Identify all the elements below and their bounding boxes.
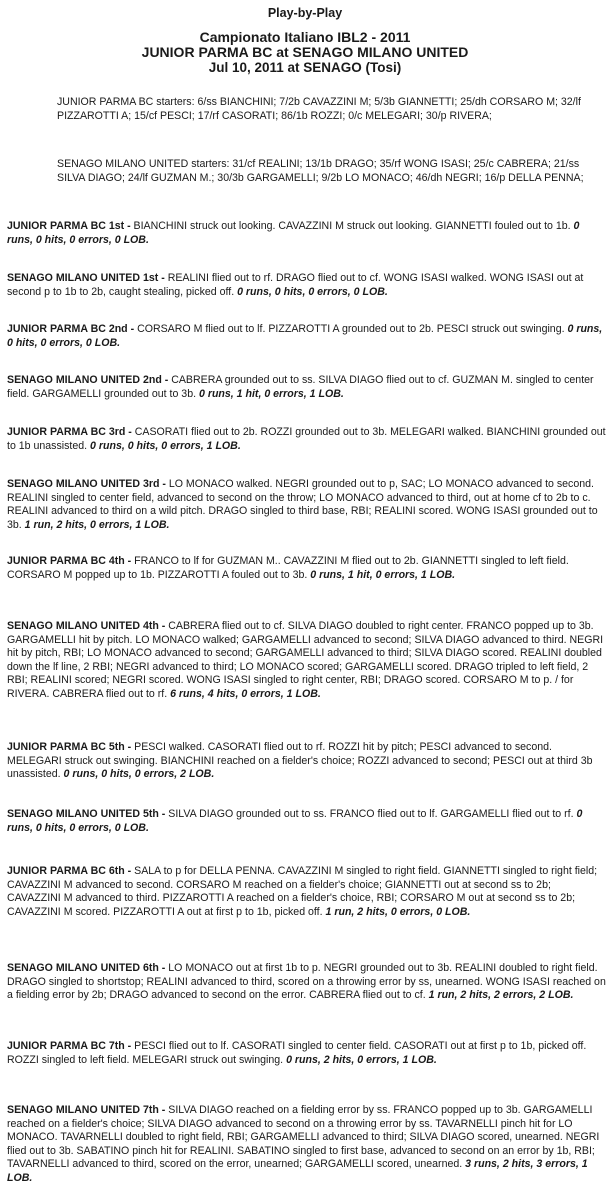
document-title: Play-by-Play bbox=[267, 6, 343, 20]
inning-label: SENAGO MILANO UNITED 1st - bbox=[7, 272, 168, 284]
inning-plays: CABRERA flied out to cf. SILVA DIAGO doubled to right center. FRANCO popped up to 3b. GARGAMELLI hit by pitch. LO MONACO walked; GARGAMELLI advanced to second; SILVA DIAGO advanced to third. NEGRI hit by pitch, RBI; LO MONACO advanced to second; GARGAMELLI advanced to third; SILVA DIAGO scored. REALINI doubled down the lf line, 2 RBI; NEGRI advanced to third; LO MONACO scored; GARGAMELLI scored. DRAGO tripled to left field, 2 RBI; REALINI scored; NEGRI scored. WONG ISASI singled to right center, RBI; DRAGO scored. CORSARO M to p. / for RIVERA. CABRERA flied out to rf. bbox=[7, 620, 604, 700]
inning-summary: 0 runs, 1 hit, 0 errors, 1 LOB. bbox=[198, 387, 344, 400]
date-venue: Jul 10, 2011 at SENAGO (Tosi) bbox=[208, 60, 402, 75]
league-title: Campionato Italiano IBL2 - 2011 bbox=[199, 29, 411, 45]
inning-plays: LO MONACO out at first 1b to p. NEGRI grounded out to 3b. REALINI doubled to right field. DRAGO singled to shortstop; REALINI advanced to third, scored on a throwing error by ss, unearned. WONG ISASI reached on a fielding error by 2b; DRAGO advanced to second on the error. CABRERA flied out to cf. bbox=[7, 962, 606, 1002]
inning-summary: 0 runs, 2 hits, 0 errors, 1 LOB. bbox=[286, 1053, 437, 1066]
inning-summary: 0 runs, 0 hits, 0 errors, 1 LOB. bbox=[90, 439, 241, 452]
inning-label: JUNIOR PARMA BC 4th - bbox=[7, 555, 135, 567]
inning-label: JUNIOR PARMA BC 6th - bbox=[7, 865, 135, 877]
inning-summary: 1 run, 2 hits, 0 errors, 1 LOB. bbox=[24, 518, 170, 531]
inning-home-5th bbox=[7, 808, 607, 835]
inning-summary: 0 runs, 1 hit, 0 errors, 1 LOB. bbox=[310, 568, 456, 581]
inning-summary: 0 runs, 0 hits, 0 errors, 0 LOB. bbox=[7, 323, 603, 349]
inning-home-4th bbox=[7, 620, 607, 702]
matchup-title: JUNIOR PARMA BC at SENAGO MILANO UNITED bbox=[141, 44, 469, 60]
inning-away-5th bbox=[7, 741, 607, 782]
inning-label: SENAGO MILANO UNITED 3rd - bbox=[7, 478, 169, 490]
inning-label: JUNIOR PARMA BC 7th - bbox=[7, 1040, 135, 1052]
inning-plays: CASORATI flied out to 2b. ROZZI grounded out to 3b. MELEGARI walked. BIANCHINI grounded out to 1b unassisted. bbox=[7, 426, 606, 452]
inning-plays: PESCI flied out to lf. CASORATI singled to center field. CASORATI out at first p to 1b, picked off. ROZZI singled to left field. MELEGARI struck out swinging. bbox=[7, 1040, 587, 1066]
inning-label: SENAGO MILANO UNITED 5th - bbox=[7, 808, 169, 820]
inning-plays: BIANCHINI struck out looking. CAVAZZINI M struck out looking. GIANNETTI fouled out to 1b. bbox=[133, 220, 574, 232]
inning-home-6th bbox=[7, 962, 607, 1003]
inning-summary: 1 run, 2 hits, 0 errors, 0 LOB. bbox=[325, 905, 471, 918]
inning-label: JUNIOR PARMA BC 5th - bbox=[7, 741, 135, 753]
inning-plays: SILVA DIAGO grounded out to ss. FRANCO flied out to lf. GARGAMELLI flied out to rf. bbox=[168, 808, 577, 820]
inning-summary: 0 runs, 0 hits, 0 errors, 0 LOB. bbox=[7, 808, 583, 834]
inning-away-7th bbox=[7, 1040, 607, 1067]
inning-away-1st bbox=[7, 220, 607, 247]
inning-summary: 1 run, 2 hits, 2 errors, 2 LOB. bbox=[428, 989, 574, 1002]
inning-summary: 0 runs, 0 hits, 0 errors, 2 LOB. bbox=[63, 768, 215, 781]
inning-summary: 6 runs, 4 hits, 0 errors, 1 LOB. bbox=[170, 687, 321, 700]
inning-summary: 3 runs, 2 hits, 3 errors, 1 LOB. bbox=[7, 1158, 588, 1184]
inning-home-7th bbox=[7, 1104, 607, 1186]
inning-label: SENAGO MILANO UNITED 2nd - bbox=[7, 374, 172, 386]
inning-label: SENAGO MILANO UNITED 4th - bbox=[7, 620, 169, 632]
inning-label: SENAGO MILANO UNITED 6th - bbox=[7, 962, 169, 974]
inning-home-3rd bbox=[7, 478, 607, 532]
inning-label: SENAGO MILANO UNITED 7th - bbox=[7, 1104, 169, 1116]
inning-plays: LO MONACO walked. NEGRI grounded out to p, SAC; LO MONACO advanced to second. REALINI singled to center field, advanced to second on the throw; LO MONACO advanced to third, out at home cf to 2b to c. REALINI advanced to third on a wild pitch. DRAGO singled to third base, RBI; REALINI scored. WONG ISASI grounded out to 3b. bbox=[7, 478, 598, 531]
inning-label: JUNIOR PARMA BC 1st - bbox=[7, 220, 134, 232]
inning-summary: 0 runs, 0 hits, 0 errors, 0 LOB. bbox=[7, 220, 580, 246]
inning-home-2nd bbox=[7, 374, 607, 401]
inning-plays: REALINI flied out to rf. DRAGO flied out to cf. WONG ISASI walked. WONG ISASI out at second p to 1b to 2b, caught stealing, picked off. bbox=[7, 272, 584, 298]
inning-plays: CORSARO M flied out to lf. PIZZAROTTI A grounded out to 2b. PESCI struck out swinging. bbox=[137, 323, 568, 335]
inning-away-6th bbox=[7, 865, 607, 919]
inning-plays: PESCI walked. CASORATI flied out to rf. ROZZI hit by pitch; PESCI advanced to second. MELEGARI struck out swinging. BIANCHINI reached on a fielder's choice; ROZZI advanced to second; PESCI out at third 3b unassisted. bbox=[7, 741, 593, 781]
inning-label: JUNIOR PARMA BC 2nd - bbox=[7, 323, 138, 335]
inning-plays: SALA to p for DELLA PENNA. CAVAZZINI M singled to right field. GIANNETTI singled to right field; CAVAZZINI M advanced to second. CORSARO M reached on a fielder's choice; GIANNETTI out at second ss to 2b; CAVAZZINI M advanced to third. PIZZAROTTI A reached on a fielder's choice, RBI; CORSARO M out at second ss to 2b; CAVAZZINI M scored. PIZZAROTTI A out at first p to 1b, picked off. bbox=[7, 865, 598, 918]
game-header bbox=[0, 30, 610, 75]
starters-away: JUNIOR PARMA BC starters: 6/ss BIANCHINI; 7/2b CAVAZZINI M; 5/3b GIANNETTI; 25/dh CORSARO M; 32/lf PIZZAROTTI A; 15/cf PESCI; 17/rf CASORATI; 86/1b ROZZI; 0/c MELEGARI; 30/p RIVERA; bbox=[57, 96, 581, 122]
inning-home-1st bbox=[7, 272, 607, 299]
starters-home: SENAGO MILANO UNITED starters: 31/cf REALINI; 13/1b DRAGO; 35/rf WONG ISASI; 25/c CABRERA; 21/ss SILVA DIAGO; 24/lf GUZMAN M.; 30/3b GARGAMELLI; 9/2b LO MONACO; 46/dh NEGRI; 16/p DELLA PENNA; bbox=[57, 158, 584, 184]
inning-away-2nd bbox=[7, 323, 607, 350]
inning-away-4th bbox=[7, 555, 607, 582]
inning-summary: 0 runs, 0 hits, 0 errors, 0 LOB. bbox=[237, 285, 388, 298]
inning-plays: CABRERA grounded out to ss. SILVA DIAGO flied out to cf. GUZMAN M. singled to center field. GARGAMELLI grounded out to 3b. bbox=[7, 374, 594, 400]
inning-plays: FRANCO to lf for GUZMAN M.. CAVAZZINI M flied out to 2b. GIANNETTI singled to left field. CORSARO M popped up to 1b. PIZZAROTTI A fouled out to 3b. bbox=[7, 555, 569, 581]
inning-away-3rd bbox=[7, 426, 607, 453]
inning-label: JUNIOR PARMA BC 3rd - bbox=[7, 426, 135, 438]
inning-plays: SILVA DIAGO reached on a fielding error by ss. FRANCO popped up to 3b. GARGAMELLI reached on a fielder's choice; SILVA DIAGO advanced to second on a throwing error by ss. TAVARNELLI pinch hit for LO MONACO. TAVARNELLI doubled to right field, RBI; GARGAMELLI advanced to third; SILVA DIAGO scored, unearned. NEGRI flied out to 3b. SABATINO pinch hit for REALINI. SABATINO singled to first base, advanced to second on an error by 1b, RBI; TAVARNELLI advanced to third, scored on the error, unearned; GARGAMELLI scored, unearned. bbox=[7, 1104, 600, 1171]
